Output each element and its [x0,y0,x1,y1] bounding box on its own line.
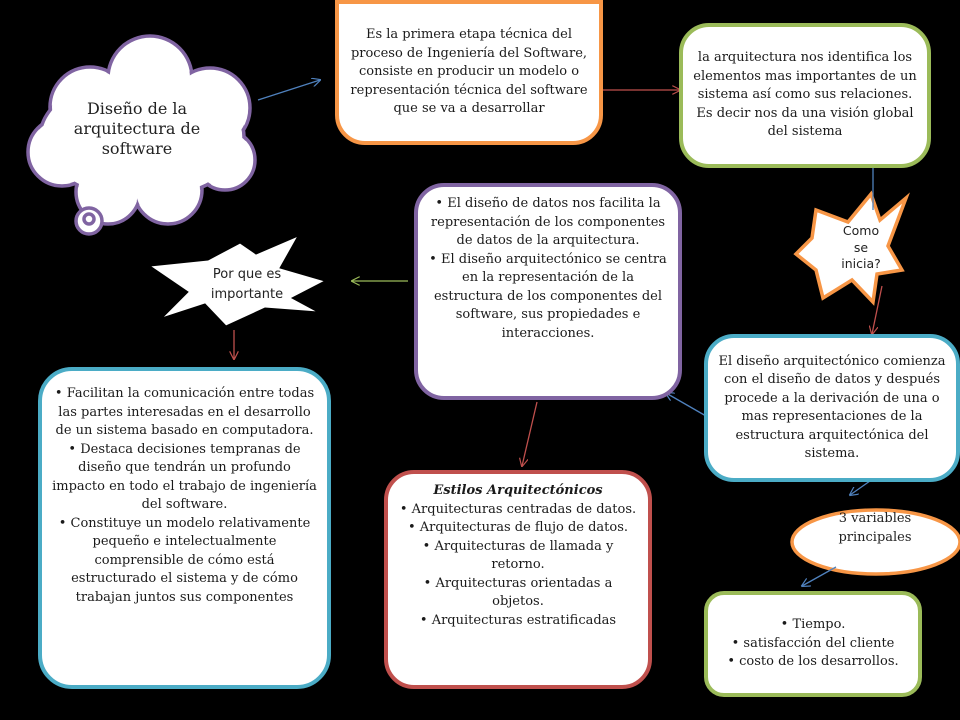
variable-item: • satisfacción del cliente [732,635,895,654]
start-burst-line: se [853,239,869,255]
variables-line: 3 variables [838,511,912,526]
design-item: • El diseño de datos nos facilita la representación de los componentes de datos de la arquitectura. [428,195,668,251]
importance-burst-label [194,265,300,305]
architecture-box [679,23,931,168]
arrow-variables-to-list [802,567,836,586]
start-burst-label [826,223,896,273]
variables-label [810,509,940,547]
variable-item: • Tiempo. [781,616,846,635]
definition-box [335,0,603,145]
style-item: • Arquitecturas centradas de datos. [400,501,636,520]
cloud-line: Diseño de la [86,99,188,118]
arrow-design-to-styles [522,402,537,466]
benefit-item: • Destaca decisiones tempranas de diseño que tendrán un profundo impacto en todo el trabajo de ingeniería del software. [52,441,317,515]
cloud-line: software [101,139,173,158]
cloud-title [44,99,230,159]
style-item: • Arquitecturas estratificadas [420,612,616,631]
styles-title: Estilos Arquitectónicos [433,483,603,498]
design-item: • El diseño arquitectónico se centra en la representación de la estructura de los componentes del software, sus propiedades e interacciones. [428,251,668,344]
importance-burst-line: Por que es [212,267,282,282]
arrow-begins-to-design [666,393,706,416]
cloud-line: arquitectura de [73,119,201,138]
style-item: • Arquitecturas de llamada y retorno. [398,538,638,575]
importance-burst-line: importante [210,287,284,302]
arrow-begins-to-variables [850,481,870,495]
styles-box [384,470,652,689]
begins-box [704,334,960,482]
begins-text: El diseño arquitectónico comienza con el diseño de datos y después procede a la derivación de una o mas representaciones de la estructura arquitectónica del sistema. [718,353,946,461]
architecture-text: la arquitectura nos identifica los elementos mas importantes de un sistema así como sus relaciones. Es decir nos da una visión global del sistema [693,50,917,140]
variables-line: principales [838,530,912,545]
style-item: • Arquitecturas de flujo de datos. [408,519,628,538]
design-box [414,183,682,400]
style-item: • Arquitecturas orientadas a objetos. [398,575,638,612]
start-burst-line: Como [842,223,880,238]
definition-text: Es la primera etapa técnica del proceso de Ingeniería del Software, consiste en producir un modelo o representación técnica del software que se va a desarrollar [350,27,588,117]
benefits-box [38,367,331,689]
variables-box [704,591,922,697]
benefit-item: • Constituye un modelo relativamente pequeño e intelectualmente comprensible de cómo está estructurado el sistema y de cómo trabajan juntos sus componentes [52,515,317,608]
start-burst-line: inicia? [841,256,881,271]
benefit-item: • Facilitan la comunicación entre todas las partes interesadas en el desarrollo de un sistema basado en computadora. [52,385,317,441]
variable-item: • costo de los desarrollos. [727,653,898,672]
arrow-cloud-to-definition [258,80,320,100]
